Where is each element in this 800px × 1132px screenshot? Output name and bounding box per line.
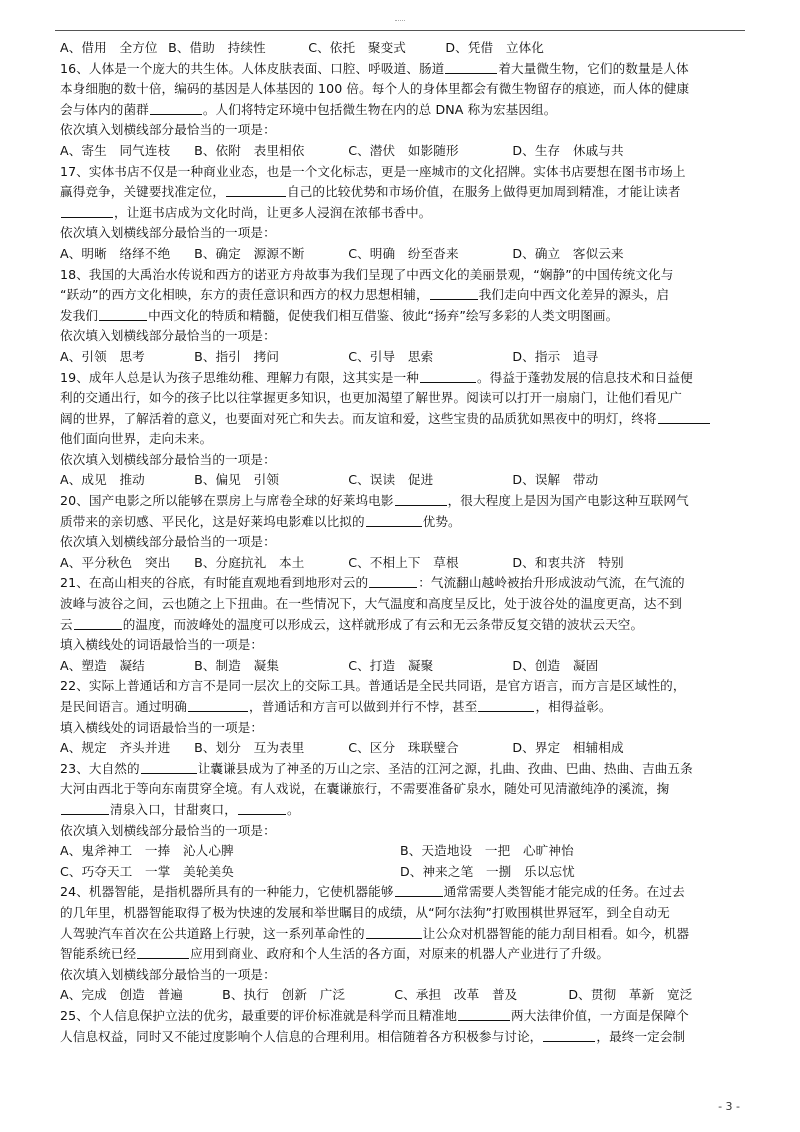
q17-options xyxy=(60,244,742,265)
q16-option-d: D、生存 休戚与共 xyxy=(512,142,624,158)
q20-option-a: A、平分秋色 突出 xyxy=(60,554,171,570)
answer-blank xyxy=(658,411,710,424)
q17-option-d: D、确立 客似云来 xyxy=(512,245,624,261)
q20-option-b: B、分庭抗礼 本土 xyxy=(194,554,305,570)
q17-option-a: A、明晰 络绎不绝 xyxy=(60,245,171,261)
q24-line-4: 智能系统已经 应用到商业、政府和个人生活的各方面，对原来的机器人产业进行了升级。 xyxy=(60,946,610,962)
q18-option-c: C、引导 思索 xyxy=(348,348,434,364)
q16-line-2: 本身细胞的数十倍，编码的基因是人体基因的 100 倍。每个人的身体里都会有微生物留存的痕迹，而人体的健康 xyxy=(60,81,690,97)
q20-prompt: 依次填入划横线部分最恰当的一项是： xyxy=(60,534,276,550)
q19-line-1: 19、成年人总是认为孩子思维幼稚、理解力有限，这其实是一种 。得益于蓬勃发展的信息技术和日益便 xyxy=(60,369,693,385)
q23-options-row-1 xyxy=(60,841,742,862)
q18-option-b: B、指引 拷问 xyxy=(194,348,280,364)
answer-blank xyxy=(366,514,422,527)
answer-blank xyxy=(366,926,422,939)
q19-line-4: 他们面向世界，走向未来。 xyxy=(60,431,213,447)
q22-option-c: C、区分 珠联璧合 xyxy=(348,740,459,756)
q19-line-3: 阔的世界，了解活着的意义，也要面对死亡和失去。而友谊和爱，这些宝贵的品质犹如黑夜中的明灯，终将 xyxy=(60,409,742,430)
answer-blank xyxy=(99,308,147,321)
q19-option-b: B、偏见 引领 xyxy=(194,472,280,488)
answer-blank xyxy=(238,802,286,815)
q24-prompt: 依次填入划横线部分最恰当的一项是： xyxy=(60,966,276,982)
q24-line-1: 24、机器智能，是指机器所具有的一种能力，它使机器能够 通常需要人类智能才能完成的任务。在过去 xyxy=(60,884,685,900)
q15-option-a: A、借用 全方位 xyxy=(60,40,158,55)
q19-options xyxy=(60,470,742,491)
q18-line-2: “跃动”的西方文化相映，东方的责任意识和西方的权力思想相辅， 我们走向中西文化差异的源头，启 xyxy=(60,287,670,303)
answer-blank xyxy=(369,575,417,588)
q22-options xyxy=(60,738,742,759)
q15-option-d: D、凭借 立体化 xyxy=(445,40,544,55)
answer-blank xyxy=(395,493,447,506)
q15-options xyxy=(60,38,742,59)
q17-option-c: C、明确 纷至沓来 xyxy=(348,245,459,261)
q23-line-1: 23、大自然的 让囊谦县成为了神圣的万山之宗、圣洁的江河之源，扎曲、孜曲、巴曲、热曲、吉曲五条 xyxy=(60,760,693,776)
answer-blank xyxy=(478,699,534,712)
exam-page xyxy=(60,38,742,1047)
q24-line-2: 的几年里，机器智能取得了极为快速的发展和举世瞩目的成绩，从“阿尔法狗”打败围棋世界冠军，到全自动无 xyxy=(60,904,670,920)
answer-blank xyxy=(458,1008,510,1021)
q17-line-3: ，让逛书店成为文化时尚，让更多人浸润在浓郁书香中。 xyxy=(60,203,742,224)
q24-option-a: A、完成 创造 普遍 xyxy=(60,987,183,1003)
q21-option-c: C、打造 凝聚 xyxy=(348,657,434,673)
q22-line-1: 22、实际上普通话和方言不是同一层次上的交际工具。普通话是全民共同语，是官方语言，而方言是区域性的， xyxy=(60,678,686,694)
q18-options xyxy=(60,347,742,368)
q16-options xyxy=(60,141,742,162)
q15-option-b: B、借助 持续性 xyxy=(168,40,266,55)
q21-option-b: B、制造 凝集 xyxy=(194,657,280,673)
q22-line-2: 是民间语言。通过明确 ，普通话和方言可以做到并行不悖，甚至 ，相得益彰。 xyxy=(60,699,612,714)
q22-option-a: A、规定 齐头并进 xyxy=(60,740,171,756)
answer-blank xyxy=(420,370,476,383)
q21-prompt: 填入横线处的词语最恰当的一项是： xyxy=(60,637,264,653)
q20-option-d: D、和衷共济 特别 xyxy=(512,554,624,570)
q24-options xyxy=(60,985,742,1006)
q17-prompt: 依次填入划横线部分最恰当的一项是： xyxy=(60,225,276,241)
q23-prompt: 依次填入划横线部分最恰当的一项是： xyxy=(60,822,276,838)
q18-option-a: A、引领 思考 xyxy=(60,348,145,364)
q23-option-b: B、天造地设 一把 心旷神怡 xyxy=(400,843,574,859)
answer-blank xyxy=(543,1029,595,1042)
q21-option-d: D、创造 凝固 xyxy=(512,657,599,673)
answer-blank xyxy=(137,946,189,959)
q22-option-d: D、界定 相辅相成 xyxy=(512,740,624,756)
answer-blank xyxy=(61,205,113,218)
q16-line-1: 16、人体是一个庞大的共生体。人体皮肤表面、口腔、呼吸道、肠道 着大量微生物，它们的数量是人体 xyxy=(60,60,689,76)
answer-blank xyxy=(395,884,443,897)
q22-prompt: 填入横线处的词语最恰当的一项是： xyxy=(60,719,264,735)
q22-option-b: B、划分 互为表里 xyxy=(194,740,305,756)
q23-option-a: A、鬼斧神工 一捧 沁人心脾 xyxy=(60,843,234,859)
q21-line-2: 波峰与波谷之间，云也随之上下扭曲。在一些情况下，大气温度和高度呈反比，处于波谷处的温度更高，达不到 xyxy=(60,596,682,612)
q21-options xyxy=(60,656,742,677)
answer-blank xyxy=(74,617,122,630)
q21-line-1: 21、在高山相夹的谷底，有时能直观地看到地形对云的 ：气流翻山越岭被抬升形成波动气流，在气流的 xyxy=(60,575,685,591)
answer-blank xyxy=(61,802,109,815)
answer-blank xyxy=(445,61,497,74)
q19-option-a: A、成见 推动 xyxy=(60,472,145,488)
q16-option-a: A、寄生 同气连枝 xyxy=(60,142,171,158)
q23-line-2: 大河由西北于等向东南贯穿全境。有人戏说，在囊谦旅行，不需要准备矿泉水，随处可见清澈纯净的溪流，掬 xyxy=(60,781,670,797)
q17-option-b: B、确定 源源不断 xyxy=(194,245,305,261)
q19-prompt: 依次填入划横线部分最恰当的一项是： xyxy=(60,451,276,467)
q23-options-row-2 xyxy=(60,862,742,883)
answer-blank xyxy=(188,699,248,712)
q21-option-a: A、塑造 凝结 xyxy=(60,657,145,673)
q16-option-c: C、潜伏 如影随形 xyxy=(348,142,459,158)
page-number: - 3 - xyxy=(718,1100,740,1113)
q18-option-d: D、指示 追寻 xyxy=(512,348,599,364)
q20-options xyxy=(60,553,742,574)
q24-option-c: C、承担 改革 普及 xyxy=(394,987,518,1003)
header-mark xyxy=(395,20,405,24)
answer-blank xyxy=(150,102,202,115)
q24-option-b: B、执行 创新 广泛 xyxy=(222,987,346,1003)
q17-line-1: 17、实体书店不仅是一种商业业态，也是一个文化标志，更是一座城市的文化招牌。实体书店要想在图书市场上 xyxy=(60,163,686,179)
q23-line-3: 清泉入口，甘甜爽口， 。 xyxy=(60,800,742,821)
q21-line-3: 云 的温度，而波峰处的温度可以形成云，这样就形成了有云和无云条带反复交错的波状云天空。 xyxy=(60,616,644,632)
q23-option-d: D、神来之笔 一捌 乐以忘忧 xyxy=(400,863,575,879)
header-rule xyxy=(55,30,745,31)
q15-option-c: C、依托 聚变式 xyxy=(308,40,406,55)
q17-line-2: 赢得竞争，关键要找准定位， 自己的比较优势和市场价值，在服务上做得更加周到精准，才能让读者 xyxy=(60,184,681,200)
q16-line-3: 会与体内的菌群 。人们将特定环境中包括微生物在内的总 DNA 称为宏基因组。 xyxy=(60,101,557,117)
q16-prompt: 依次填入划横线部分最恰当的一项是： xyxy=(60,122,276,138)
q18-line-3: 发我们 中西文化的特质和精髓，促使我们相互借鉴、彼此“扬弃”绘写多彩的人类文明图画。 xyxy=(60,307,619,323)
q16-option-b: B、依附 表里相依 xyxy=(194,142,305,158)
q19-option-d: D、误解 带动 xyxy=(512,472,599,488)
q25-line-1: 25、个人信息保护立法的优劣，最重要的评价标准就是科学而且精准地 两大法律价值，一方面是保障个 xyxy=(60,1007,689,1023)
q20-line-2: 质带来的亲切感、平民化，这是好莱坞电影难以比拟的 优势。 xyxy=(60,513,461,529)
q20-line-1: 20、国产电影之所以能够在票房上与席卷全球的好莱坞电影 ，很大程度上是因为国产电影这种互联网气 xyxy=(60,493,689,509)
q24-option-d: D、贯彻 革新 宽泛 xyxy=(568,987,693,1003)
q19-line-2: 利的交通出行，如今的孩子比以往掌握更多知识，也更加渴望了解世界。阅读可以打开一扇扇门，让他们看见广 xyxy=(60,390,682,406)
q24-line-3: 人驾驶汽车首次在公共道路上行驶，这一系列革命性的 让公众对机器智能的能力刮目相看。如今，机器 xyxy=(60,925,690,941)
q18-prompt: 依次填入划横线部分最恰当的一项是： xyxy=(60,328,276,344)
answer-blank xyxy=(430,287,478,300)
answer-blank xyxy=(226,184,286,197)
q19-option-c: C、误读 促进 xyxy=(348,472,434,488)
q18-line-1: 18、我国的大禹治水传说和西方的诺亚方舟故事为我们呈现了中西文化的美丽景观，“娴静”的中国传统文化与 xyxy=(60,266,674,282)
answer-blank xyxy=(141,761,197,774)
q20-option-c: C、不相上下 草根 xyxy=(348,554,459,570)
q23-option-c: C、巧夺天工 一掌 美轮美奂 xyxy=(60,863,234,879)
q25-line-2: 人信息权益，同时又不能过度影响个人信息的合理利用。相信随着各方积极参与讨论， ，最终一定会制 xyxy=(60,1028,686,1044)
